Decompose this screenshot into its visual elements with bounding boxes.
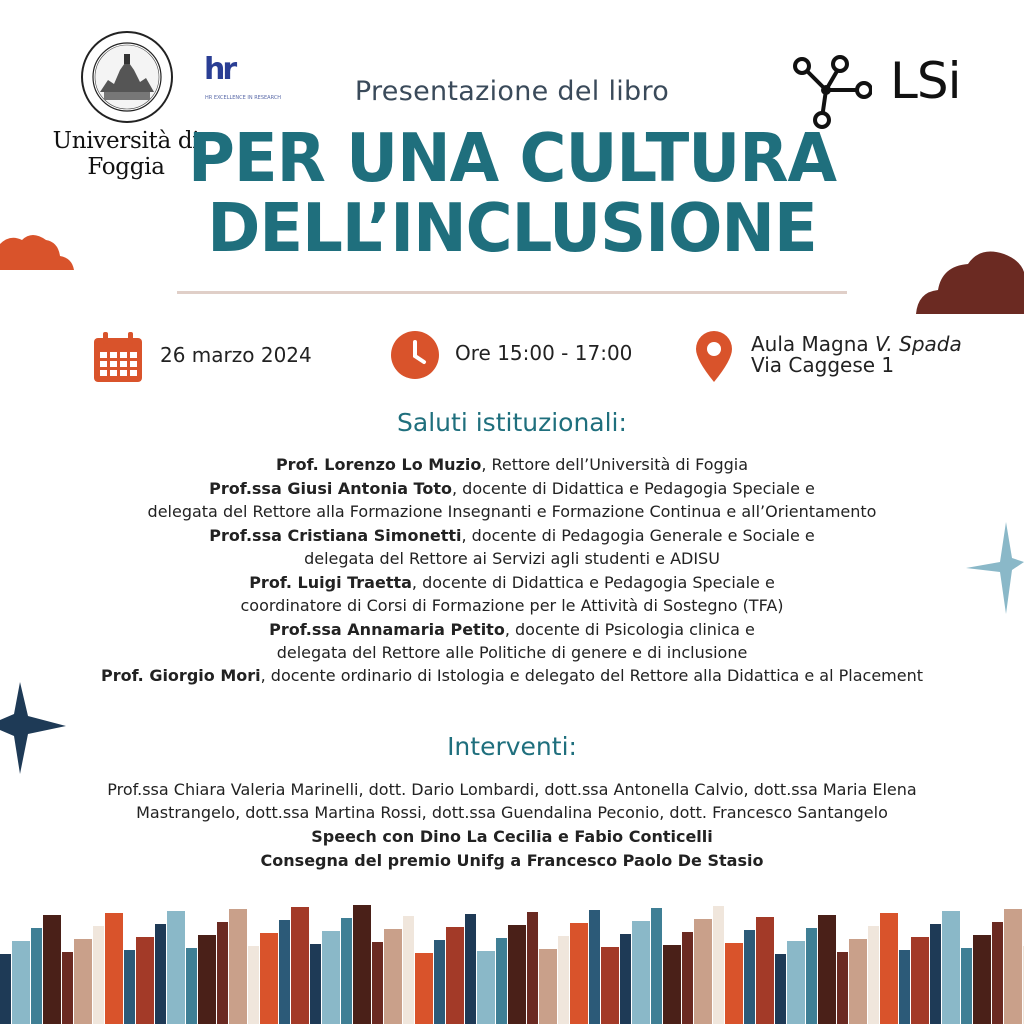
book-spine — [880, 913, 898, 1024]
book-spine — [93, 926, 104, 1024]
book-title-line-1: PER UNA CULTURA — [187, 120, 837, 198]
book-spine — [74, 939, 92, 1024]
saluti-line — [0, 549, 1024, 569]
speaker-role: , docente di Didattica e Pedagogia Speciale e — [451, 479, 815, 498]
book-spine — [496, 938, 507, 1024]
book-spine — [477, 951, 495, 1024]
speaker-name: Prof. Lorenzo Lo Muzio — [275, 455, 482, 474]
book-spine — [942, 911, 960, 1024]
location-hall-prefix: Aula Magna — [751, 332, 876, 356]
book-spine — [992, 922, 1003, 1024]
speaker-role: , docente ordinario di Istologia e delegato del Rettore alla Didattica e al Placement — [260, 666, 924, 685]
book-spine — [167, 911, 185, 1024]
book-title-line-2: DELL’INCLUSIONE — [207, 190, 817, 268]
book-spine — [620, 934, 631, 1024]
book-spine — [756, 917, 774, 1024]
speaker-name: Prof.ssa Cristiana Simonetti — [209, 526, 462, 545]
event-location-street: Via Caggese 1 — [751, 353, 895, 377]
divider — [177, 291, 847, 294]
book-spine — [973, 935, 991, 1024]
book-spine — [930, 924, 941, 1024]
book-spine — [248, 946, 259, 1024]
book-spine — [818, 915, 836, 1024]
book-spine — [217, 922, 228, 1024]
saluti-heading: Saluti istituzionali: — [397, 408, 627, 437]
book-spine — [911, 937, 929, 1024]
book-spine — [446, 927, 464, 1024]
book-spine — [155, 924, 166, 1024]
location-pin-icon — [694, 330, 734, 382]
saluti-line — [0, 666, 1024, 686]
speaker-role: coordinatore di Corsi di Formazione per le Attività di Sostegno (TFA) — [240, 596, 784, 615]
book-spine — [353, 905, 371, 1024]
book-spine — [725, 943, 743, 1024]
book-spine — [403, 916, 414, 1024]
calendar-icon — [92, 330, 144, 384]
book-spine — [260, 933, 278, 1024]
book-spine — [775, 954, 786, 1024]
subtitle: Presentazione del libro — [354, 76, 670, 107]
book-spine — [508, 925, 526, 1024]
saluti-line — [0, 526, 1024, 546]
book-spine — [384, 929, 402, 1024]
speaker-name: Prof. Giorgio Mori — [100, 666, 261, 685]
speaker-role: , Rettore dell’Università di Foggia — [481, 455, 749, 474]
speaker-role: delegata del Rettore alle Politiche di genere e di inclusione — [276, 643, 748, 662]
book-spine — [632, 921, 650, 1024]
saluti-line — [0, 596, 1024, 616]
cloud-left-decoration — [0, 232, 74, 272]
book-spine — [0, 954, 11, 1024]
book-spine — [589, 910, 600, 1024]
saluti-line — [0, 502, 1024, 522]
lsi-logo-text: LSi — [890, 52, 961, 110]
speaker-role: , docente di Didattica e Pedagogia Speciale e — [411, 573, 775, 592]
interventi-heading: Interventi: — [447, 732, 577, 761]
event-date: 26 marzo 2024 — [160, 343, 312, 367]
book-spine — [1004, 909, 1022, 1024]
book-spine — [198, 935, 216, 1024]
book-spine — [62, 952, 73, 1024]
speakers-line-1: Prof.ssa Chiara Valeria Marinelli, dott. Dario Lombardi, dott.ssa Antonella Calvio, dott.ssa Maria Elena — [107, 780, 917, 799]
book-spine — [868, 926, 879, 1024]
cloud-right-decoration — [916, 248, 1024, 314]
speech-line: Speech con Dino La Cecilia e Fabio Conticelli — [311, 827, 713, 846]
book-spine — [570, 923, 588, 1024]
book-spine — [43, 915, 61, 1024]
book-spine — [136, 937, 154, 1024]
book-spine — [539, 949, 557, 1024]
book-spine — [899, 950, 910, 1024]
book-spine — [837, 952, 848, 1024]
book-spine — [372, 942, 383, 1024]
book-spine — [663, 945, 681, 1024]
speaker-role: , docente di Psicologia clinica e — [504, 620, 755, 639]
book-spine — [124, 950, 135, 1024]
award-line: Consegna del premio Unifg a Francesco Paolo De Stasio — [260, 851, 764, 870]
saluti-line — [0, 573, 1024, 593]
book-spine — [465, 914, 476, 1024]
speaker-role: delegata del Rettore alla Formazione Insegnanti e Formazione Continua e all’Orientamento — [147, 502, 877, 521]
speaker-role: , docente di Pedagogia Generale e Sociale e — [461, 526, 815, 545]
book-spine — [713, 906, 724, 1024]
university-name: Università di Foggia — [52, 128, 200, 180]
book-spine — [12, 941, 30, 1024]
book-spine — [186, 948, 197, 1024]
speaker-name: Prof. Luigi Traetta — [249, 573, 412, 592]
book-spine — [434, 940, 445, 1024]
book-spine — [415, 953, 433, 1024]
saluti-line — [0, 479, 1024, 499]
speakers-line-2: Mastrangelo, dott.ssa Martina Rossi, dott.ssa Guendalina Peconio, dott. Francesco Santangelo — [136, 803, 888, 822]
book-spine — [31, 928, 42, 1024]
event-time: Ore 15:00 - 17:00 — [455, 341, 633, 365]
speaker-name: Prof.ssa Annamaria Petito — [269, 620, 505, 639]
saluti-line — [0, 455, 1024, 475]
book-spine — [558, 936, 569, 1024]
book-spine — [961, 948, 972, 1024]
book-spine — [527, 912, 538, 1024]
book-spine — [322, 931, 340, 1024]
book-spine — [229, 909, 247, 1024]
hr-excellence-logo: hr — [204, 52, 235, 87]
book-spine — [651, 908, 662, 1024]
book-spine — [682, 932, 693, 1024]
book-spine — [105, 913, 123, 1024]
book-spine — [291, 907, 309, 1024]
book-spine — [341, 918, 352, 1024]
book-spine — [744, 930, 755, 1024]
speaker-name: Prof.ssa Giusi Antonia Toto — [209, 479, 452, 498]
book-spine — [806, 928, 817, 1024]
speaker-role: delegata del Rettore ai Servizi agli studenti e ADISU — [304, 549, 720, 568]
book-spine — [279, 920, 290, 1024]
bookshelf-decoration — [0, 900, 1024, 1024]
location-hall-name: V. Spada — [875, 332, 962, 356]
book-spine — [694, 919, 712, 1024]
book-spine — [849, 939, 867, 1024]
saluti-line — [0, 643, 1024, 663]
book-spine — [310, 944, 321, 1024]
clock-icon — [390, 330, 440, 380]
hr-tagline: HR EXCELLENCE IN RESEARCH — [205, 95, 282, 101]
book-spine — [787, 941, 805, 1024]
saluti-line — [0, 620, 1024, 640]
book-spine — [601, 947, 619, 1024]
